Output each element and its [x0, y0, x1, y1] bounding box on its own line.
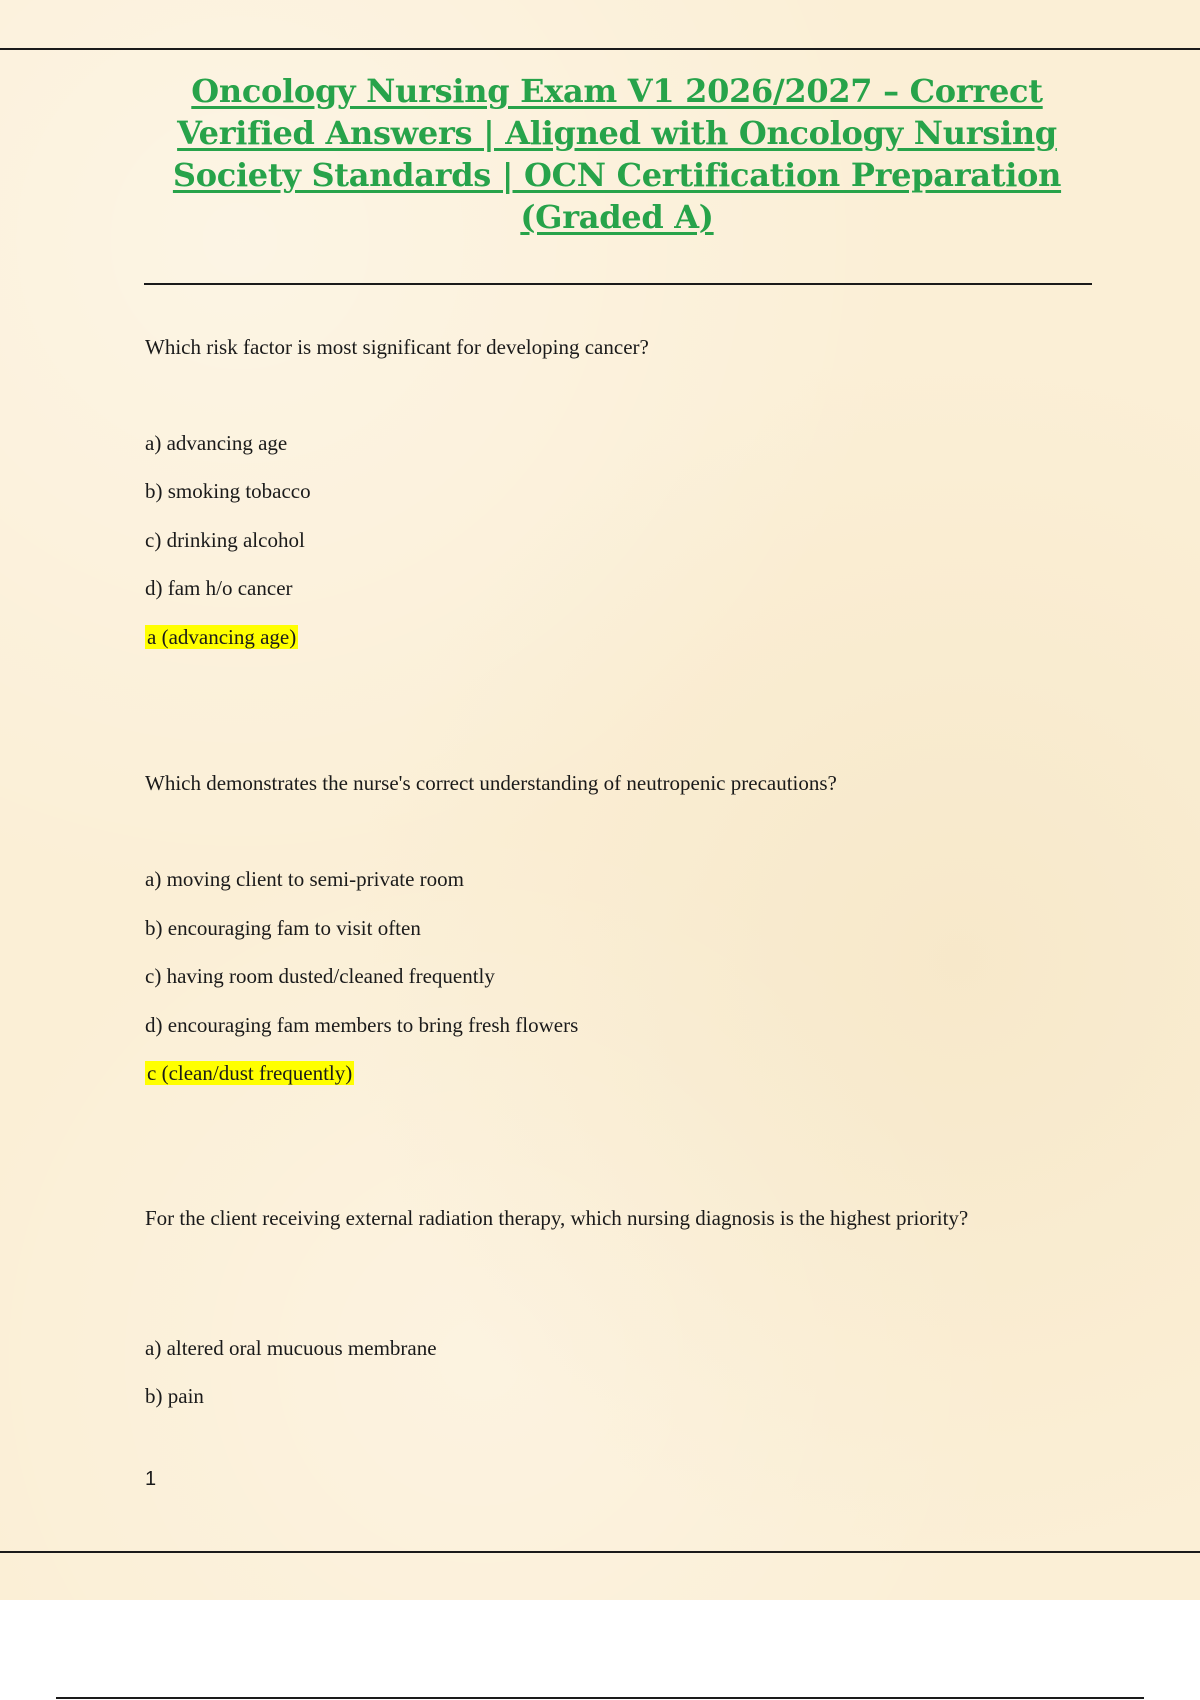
question-1-answer: a (advancing age) [147, 625, 297, 649]
question-1-text: Which risk factor is most significant for developing cancer? [145, 335, 649, 359]
page-number: 1 [145, 1468, 157, 1490]
question-3-text: For the client receiving external radiation therapy, which nursing diagnosis is the highest priority? [145, 1206, 969, 1230]
question-3-option-b: b) pain [145, 1384, 204, 1408]
question-1-option-a: a) advancing age [145, 431, 288, 455]
question-1-option-b: b) smoking tobacco [145, 479, 311, 503]
question-1-option-d: d) fam h/o cancer [145, 576, 293, 600]
document-title: Oncology Nursing Exam V1 2026/2027 – Correct Verified Answers | Aligned with Oncology Nursing Society Standards | OCN Certification Preparation (Graded A) [172, 72, 1062, 236]
header-rule [0, 48, 1200, 50]
question-1-option-c: c) drinking alcohol [145, 528, 305, 552]
question-2-option-d: d) encouraging fam members to bring fresh flowers [145, 1013, 579, 1037]
next-page-rule [56, 1697, 1144, 1699]
question-3-option-a: a) altered oral mucuous membrane [145, 1336, 437, 1360]
footer-rule [0, 1551, 1200, 1553]
question-2-option-b: b) encouraging fam to visit often [145, 916, 421, 940]
title-divider [144, 283, 1092, 285]
question-2-option-a: a) moving client to semi-private room [145, 867, 464, 891]
question-2-option-c: c) having room dusted/cleaned frequently [145, 964, 495, 988]
question-2-answer: c (clean/dust frequently) [147, 1061, 353, 1085]
question-2-text: Which demonstrates the nurse's correct understanding of neutropenic precautions? [145, 771, 837, 795]
